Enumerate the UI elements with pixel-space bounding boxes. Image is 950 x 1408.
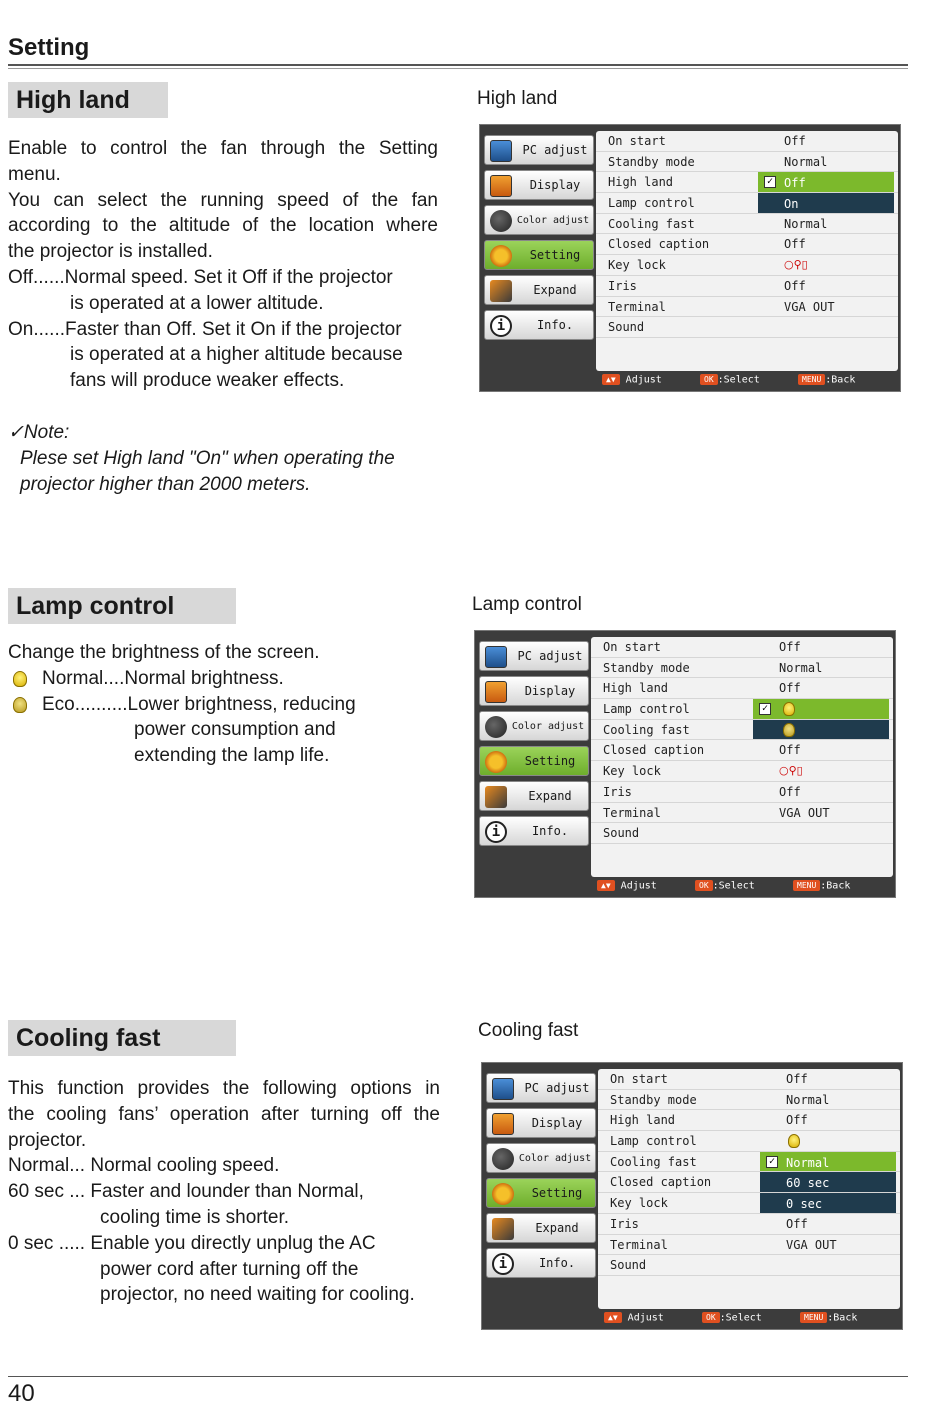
ok-button-icon: OK <box>702 1312 720 1323</box>
display-icon <box>490 175 512 197</box>
gear-icon <box>485 751 507 773</box>
menu-item-label: Standby mode <box>610 1092 697 1107</box>
footer-select-label: :Select <box>719 1312 762 1324</box>
note-label: ✓Note: <box>8 422 70 443</box>
sidebar-item-label: Expand <box>535 1221 579 1235</box>
footer-adjust-label: Adjust <box>625 374 662 386</box>
expand-icon <box>490 280 512 302</box>
option-eco-lamp[interactable] <box>753 720 889 740</box>
menu-footer <box>593 879 891 893</box>
text-line: menu. <box>8 163 61 185</box>
menu-row-key-lock[interactable] <box>596 255 898 276</box>
menu-item-value: Off <box>779 743 801 758</box>
info-icon: i <box>490 315 512 337</box>
checkmark-icon: ✓ <box>766 1156 778 1168</box>
display-icon <box>485 681 507 703</box>
menu-row-sound[interactable] <box>598 1255 900 1276</box>
pc-adjust-icon <box>485 646 507 668</box>
checkmark-icon: ✓ <box>764 176 776 188</box>
sidebar-item-info[interactable] <box>479 816 589 846</box>
sidebar-item-expand[interactable] <box>479 781 589 811</box>
menu-row-standby-mode[interactable] <box>598 1090 900 1111</box>
menu-item-label: Key lock <box>610 1196 668 1211</box>
text-line: cooling time is shorter. <box>100 1206 290 1228</box>
cooling-fast-heading: Cooling fast <box>8 1020 236 1056</box>
menu-row-closed-caption[interactable] <box>596 234 898 255</box>
gear-icon <box>492 1183 514 1205</box>
menu-item-label: Terminal <box>603 805 661 820</box>
header-rule <box>8 64 908 66</box>
normal-lamp-icon <box>13 671 27 687</box>
page-number: 40 <box>8 1380 35 1407</box>
info-icon: i <box>485 821 507 843</box>
text-line: You can select the running speed of the fan <box>8 189 438 211</box>
menu-row-lamp-control[interactable] <box>591 699 893 720</box>
text-line: Eco..........Lower brightness, reducing <box>42 693 356 715</box>
sidebar-item-display[interactable] <box>479 676 589 706</box>
text-line: is operated at a higher altitude because <box>70 344 403 366</box>
menu-item-label: Cooling fast <box>608 216 695 231</box>
menu-row-on-start[interactable] <box>591 637 893 658</box>
menu-item-label: On start <box>610 1072 668 1086</box>
menu-item-value: Normal <box>779 660 823 675</box>
menu-item-value: Off <box>784 278 806 293</box>
menu-item-label: High land <box>608 175 674 190</box>
menu-row-cooling-fast[interactable] <box>598 1152 900 1173</box>
menu-row-sound[interactable] <box>596 317 898 338</box>
color-adjust-icon <box>485 716 507 738</box>
menu-item-value: Off <box>784 237 806 252</box>
sidebar-item-display[interactable] <box>486 1108 596 1138</box>
menu-sidebar <box>479 641 589 851</box>
footer-adjust-label: Adjust <box>620 880 657 892</box>
menu-item-label: Standby mode <box>608 154 695 169</box>
menu-row-terminal[interactable] <box>596 297 898 318</box>
menu-button-icon: MENU <box>793 880 820 891</box>
menu-item-value: Off <box>779 640 801 654</box>
menu-row-cooling-fast[interactable] <box>591 720 893 741</box>
menu-item-value: Off <box>779 784 801 799</box>
menu-item-value: VGA OUT <box>779 805 830 820</box>
expand-icon <box>492 1218 514 1240</box>
menu-footer <box>598 373 896 387</box>
sidebar-item-pc-adjust[interactable] <box>484 135 594 165</box>
text-line: fans will produce weaker effects. <box>70 370 345 392</box>
text-line: according to the altitude of the location where <box>8 215 438 237</box>
option-label: 60 sec <box>786 1176 830 1191</box>
menu-item-value: Normal <box>784 154 828 169</box>
footer-back-label: :Back <box>827 1312 858 1324</box>
pc-adjust-icon <box>490 140 512 162</box>
option-60-sec[interactable] <box>760 1172 896 1192</box>
text-line: power consumption and <box>134 719 336 741</box>
menu-item-value: Off <box>786 1216 808 1231</box>
menu-row-key-lock[interactable] <box>591 761 893 782</box>
menu-item-label: Lamp control <box>608 196 695 211</box>
expand-icon <box>485 786 507 808</box>
eco-lamp-icon <box>13 697 27 713</box>
option-on[interactable] <box>758 193 894 213</box>
lamp-control-text <box>8 640 438 769</box>
menu-item-label: Key lock <box>608 258 666 273</box>
cooling-fast-text <box>8 1076 440 1308</box>
sidebar-item-label: Display <box>531 1116 583 1130</box>
menu-row-lamp-control[interactable] <box>596 193 898 214</box>
menu-item-label: Sound <box>608 320 645 335</box>
menu-item-value: VGA OUT <box>784 299 835 314</box>
sidebar-item-info[interactable] <box>484 310 594 340</box>
display-icon <box>492 1113 514 1135</box>
sidebar-item-label: PC adjust <box>524 1081 590 1095</box>
text-line: Normal... Normal cooling speed. <box>8 1155 280 1177</box>
cooling-fast-caption: Cooling fast <box>478 1020 579 1041</box>
menu-item-label: Closed caption <box>603 743 705 758</box>
menu-item-label: Cooling fast <box>603 722 690 737</box>
menu-item-label: Closed caption <box>608 237 710 252</box>
note-line: Plese set High land "On" when operating the <box>20 447 395 469</box>
menu-item-label: Sound <box>610 1258 647 1273</box>
sidebar-item-label: Info. <box>536 318 574 332</box>
menu-row-high-land[interactable] <box>591 678 893 699</box>
text-line: 0 sec ..... Enable you directly unplug the AC <box>8 1232 376 1254</box>
menu-row-closed-caption[interactable] <box>591 740 893 761</box>
sidebar-item-color-adjust[interactable] <box>479 711 589 741</box>
menu-item-label: Cooling fast <box>610 1154 697 1169</box>
menu-row-closed-caption[interactable] <box>598 1172 900 1193</box>
sidebar-item-label: Setting <box>529 248 581 262</box>
sidebar-item-label: Info. <box>531 824 569 838</box>
color-adjust-icon <box>490 210 512 232</box>
sidebar-item-setting[interactable] <box>484 240 594 270</box>
menu-row-standby-mode[interactable] <box>591 658 893 679</box>
up-down-arrows-icon: ▲▼ <box>597 880 615 891</box>
text-line: Off......Normal speed. Set it Off if the projector <box>8 266 393 288</box>
text-line: the cooling fans’ operation after turning off the <box>8 1103 440 1125</box>
menu-item-label: Key lock <box>603 764 661 779</box>
menu-item-label: Iris <box>610 1216 639 1231</box>
sidebar-item-label: Display <box>524 684 576 698</box>
footer-select-label: :Select <box>712 880 755 892</box>
menu-item-label: High land <box>610 1113 676 1128</box>
eco-lamp-icon <box>783 723 795 737</box>
menu-item-label: On start <box>603 640 661 654</box>
menu-item-label: High land <box>603 681 669 696</box>
high-land-text <box>8 136 438 394</box>
menu-item-label: Lamp control <box>610 1134 697 1149</box>
page-title: Setting <box>8 34 90 61</box>
menu-item-label: Sound <box>603 826 640 841</box>
footer-back-label: :Back <box>820 880 851 892</box>
text-line: This function provides the following options in <box>8 1078 440 1099</box>
menu-panel <box>598 1069 900 1309</box>
menu-screen-lamp-control <box>474 630 896 898</box>
sidebar-item-setting[interactable] <box>479 746 589 776</box>
lamp-control-heading: Lamp control <box>8 588 236 624</box>
footer-back-label: :Back <box>825 374 856 386</box>
note-block <box>8 420 438 497</box>
menu-row-high-land[interactable] <box>596 172 898 193</box>
sidebar-item-label: Setting <box>531 1186 583 1200</box>
menu-row-iris[interactable] <box>596 276 898 297</box>
gear-icon <box>490 245 512 267</box>
menu-item-label: Lamp control <box>603 702 690 717</box>
sidebar-item-expand[interactable] <box>484 275 594 305</box>
menu-footer <box>600 1311 898 1325</box>
menu-item-label: Terminal <box>610 1237 668 1252</box>
sidebar-item-label: Setting <box>524 754 576 768</box>
color-adjust-icon <box>492 1148 514 1170</box>
key-lock-icon: ○⚲▯ <box>779 764 803 778</box>
option-normal-lamp-selected[interactable] <box>753 699 889 719</box>
menu-panel <box>596 131 898 371</box>
menu-button-icon: MENU <box>798 374 825 385</box>
menu-row-lamp-control[interactable] <box>598 1131 900 1152</box>
sidebar-item-display[interactable] <box>484 170 594 200</box>
high-land-caption: High land <box>477 88 558 109</box>
menu-row-terminal[interactable] <box>598 1235 900 1256</box>
ok-button-icon: OK <box>700 374 718 385</box>
footer-select-label: :Select <box>717 374 760 386</box>
menu-row-on-start[interactable] <box>596 131 898 152</box>
menu-sidebar <box>486 1073 596 1283</box>
menu-screen-cooling-fast <box>481 1062 903 1330</box>
text-line: Enable to control the fan through the Setting <box>8 138 438 159</box>
text-line: the projector is installed. <box>8 241 213 263</box>
info-icon: i <box>492 1253 514 1275</box>
menu-item-value: Normal <box>784 216 828 231</box>
up-down-arrows-icon: ▲▼ <box>602 374 620 385</box>
option-off-selected[interactable] <box>758 172 894 192</box>
sidebar-item-label: Expand <box>528 789 572 803</box>
menu-item-value: Off <box>784 134 806 148</box>
menu-row-iris[interactable] <box>598 1214 900 1235</box>
menu-item-value: VGA OUT <box>786 1237 837 1252</box>
up-down-arrows-icon: ▲▼ <box>604 1312 622 1323</box>
sidebar-item-label: Color adjust <box>518 1153 592 1164</box>
menu-item-label: Standby mode <box>603 660 690 675</box>
option-0-sec[interactable] <box>760 1193 896 1213</box>
menu-row-standby-mode[interactable] <box>596 152 898 173</box>
menu-screen-high-land <box>479 124 901 392</box>
lamp-control-caption: Lamp control <box>472 594 582 615</box>
key-lock-icon: ○⚲▯ <box>784 258 808 272</box>
sidebar-item-expand[interactable] <box>486 1213 596 1243</box>
menu-row-on-start[interactable] <box>598 1069 900 1090</box>
sidebar-item-pc-adjust[interactable] <box>486 1073 596 1103</box>
menu-item-label: Iris <box>603 784 632 799</box>
menu-row-sound[interactable] <box>591 823 893 844</box>
menu-row-iris[interactable] <box>591 782 893 803</box>
footer-adjust-label: Adjust <box>627 1312 664 1324</box>
text-line: extending the lamp life. <box>134 745 330 767</box>
pc-adjust-icon <box>492 1078 514 1100</box>
normal-lamp-icon <box>788 1134 800 1148</box>
text-line: On......Faster than Off. Set it On if the projector <box>8 318 402 340</box>
sidebar-item-pc-adjust[interactable] <box>479 641 589 671</box>
text-line: Normal....Normal brightness. <box>42 667 284 689</box>
sidebar-item-color-adjust[interactable] <box>486 1143 596 1173</box>
menu-row-cooling-fast[interactable] <box>596 214 898 235</box>
footer-rule <box>8 1376 908 1377</box>
menu-item-value: Off <box>779 681 801 696</box>
menu-item-label: Terminal <box>608 299 666 314</box>
menu-item-value: Off <box>786 1072 808 1086</box>
menu-panel <box>591 637 893 877</box>
menu-item-value: Off <box>786 1113 808 1128</box>
ok-button-icon: OK <box>695 880 713 891</box>
menu-item-label: On start <box>608 134 666 148</box>
sidebar-item-label: Display <box>529 178 581 192</box>
normal-lamp-icon <box>783 702 795 716</box>
option-label: Normal <box>786 1155 830 1170</box>
text-line: power cord after turning off the <box>100 1258 359 1280</box>
menu-item-value: Normal <box>786 1092 830 1107</box>
header-rule-thin <box>8 68 908 69</box>
text-line: is operated at a lower altitude. <box>70 292 324 314</box>
text-line: Change the brightness of the screen. <box>8 642 320 663</box>
menu-row-key-lock[interactable] <box>598 1193 900 1214</box>
option-label: 0 sec <box>786 1197 823 1212</box>
sidebar-item-label: Expand <box>533 283 577 297</box>
checkmark-icon: ✓ <box>759 703 771 715</box>
text-line: 60 sec ... Faster and lounder than Normal, <box>8 1181 364 1203</box>
menu-button-icon: MENU <box>800 1312 827 1323</box>
sidebar-item-setting[interactable] <box>486 1178 596 1208</box>
option-normal-selected[interactable] <box>760 1152 896 1172</box>
sidebar-item-label: PC adjust <box>517 649 583 663</box>
menu-item-label: Closed caption <box>610 1175 712 1190</box>
sidebar-item-label: Color adjust <box>511 721 585 732</box>
option-label: On <box>784 197 799 212</box>
sidebar-item-label: PC adjust <box>522 143 588 157</box>
text-line: projector. <box>8 1129 87 1151</box>
text-line: projector, no need waiting for cooling. <box>100 1284 415 1306</box>
sidebar-item-label: Color adjust <box>516 215 590 226</box>
menu-item-label: Iris <box>608 278 637 293</box>
menu-row-high-land[interactable] <box>598 1110 900 1131</box>
sidebar-item-info[interactable] <box>486 1248 596 1278</box>
note-line: projector higher than 2000 meters. <box>20 473 311 495</box>
option-label: Off <box>784 176 806 191</box>
sidebar-item-label: Info. <box>538 1256 576 1270</box>
sidebar-item-color-adjust[interactable] <box>484 205 594 235</box>
high-land-heading: High land <box>8 82 168 118</box>
menu-row-terminal[interactable] <box>591 803 893 824</box>
menu-sidebar <box>484 135 594 345</box>
